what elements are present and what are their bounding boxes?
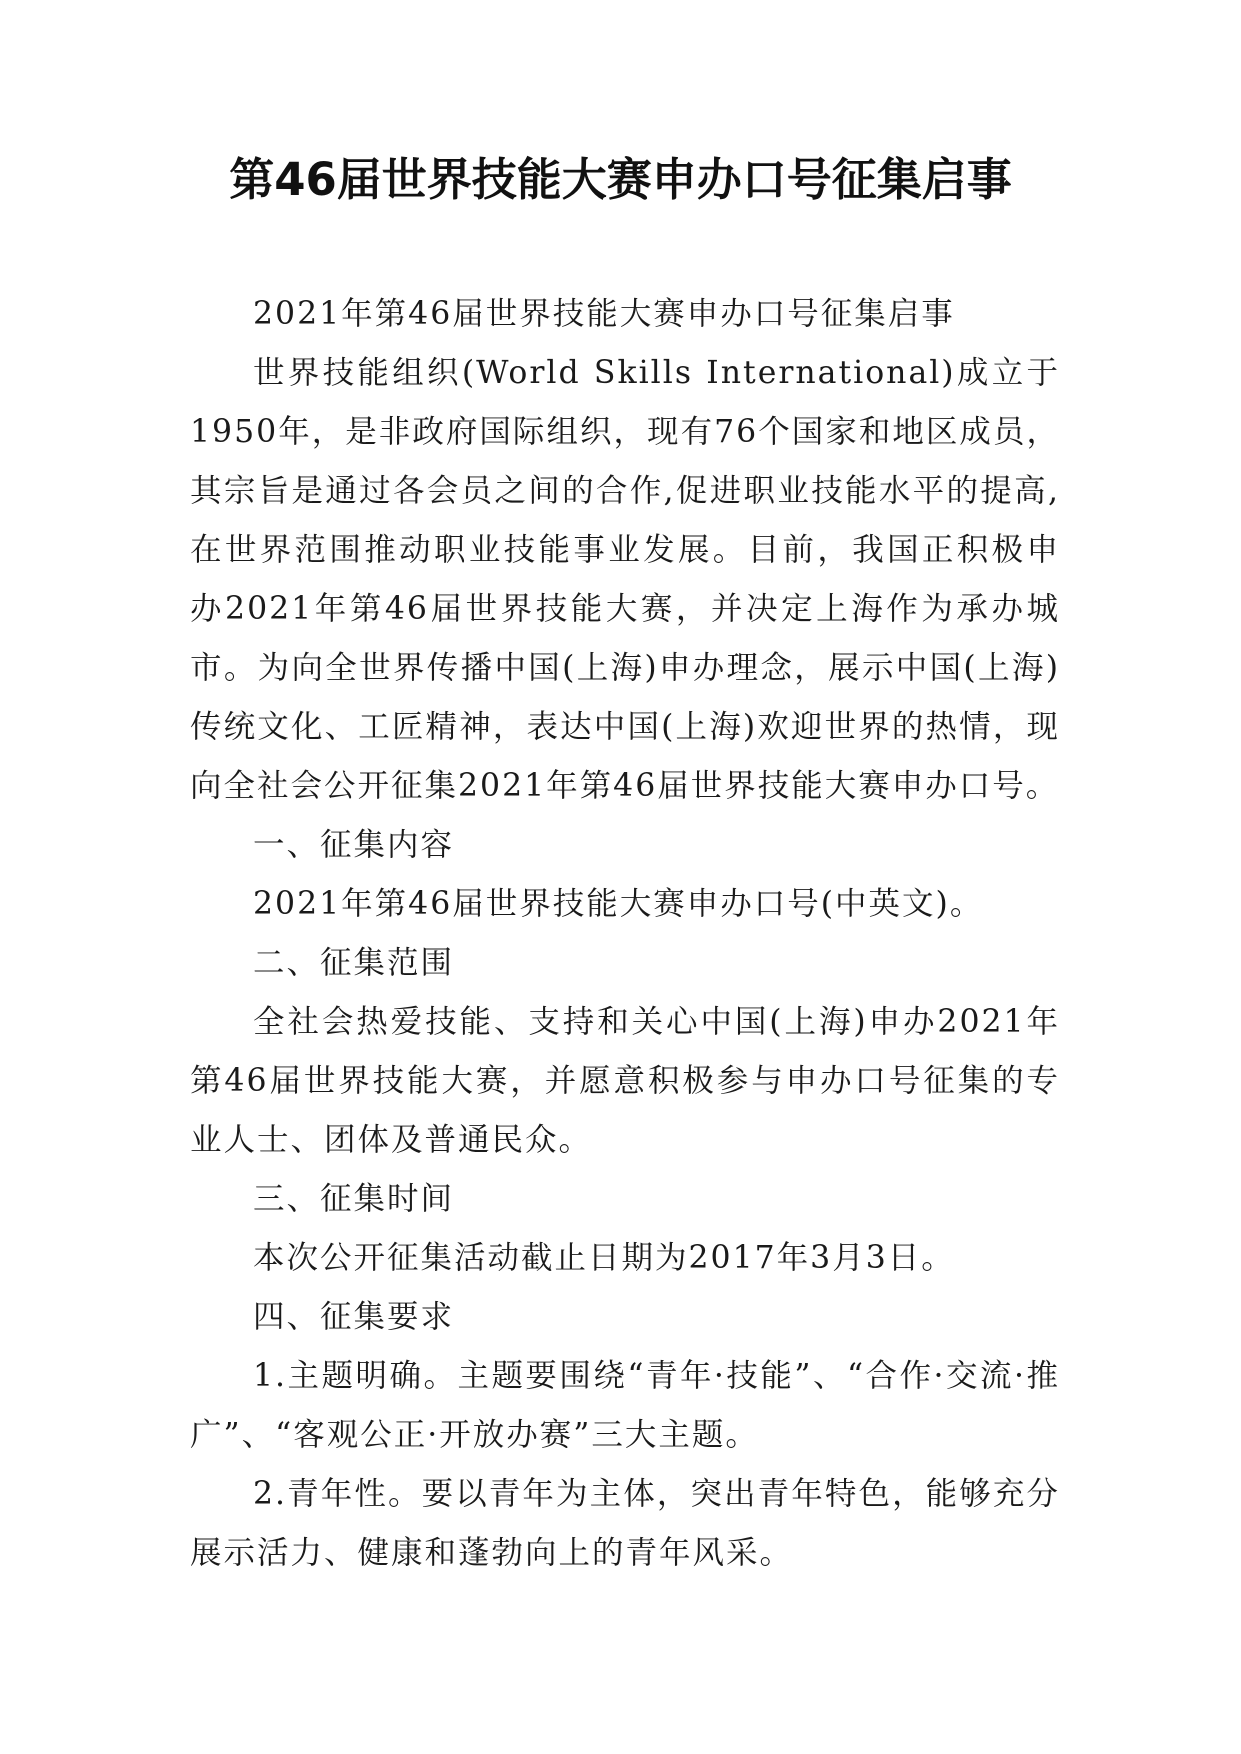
paragraph-content: 2021年第46届世界技能大赛申办口号(中英文)。 xyxy=(253,886,984,922)
paragraph-scope: 全社会热爱技能、支持和关心中国(上海)申办2021年第46届世界技能大赛，并愿意积极参与申办口号征集的专业人士、团体及普通民众。 xyxy=(190,1004,1060,1158)
paragraph-requirement-2: 2.青年性。要以青年为主体，突出青年特色，能够充分展示活力、健康和蓬勃向上的青年风采。 xyxy=(190,1476,1060,1571)
paragraph-intro: 世界技能组织(World Skills International)成立于1950年，是非政府国际组织，现有76个国家和地区成员，其宗旨是通过各会员之间的合作,促进职业技能水平的提高,在世界范围推动职业技能事业发展。目前，我国正积极申办2021年第46届世界技能大赛，并决定上海作为承办城市。为向全世界传播中国(上海)申办理念，展示中国(上海)传统文化、工匠精神，表达中国(上海)欢迎世界的热情，现向全社会公开征集2021年第46届世界技能大赛申办口号。 xyxy=(190,355,1060,804)
paragraph-requirement-1: 1.主题明确。主题要围绕“青年·技能”、“合作·交流·推广”、“客观公正·开放办赛”三大主题。 xyxy=(190,1358,1060,1453)
section-heading-time: 三、征集时间 xyxy=(253,1181,455,1217)
section-heading-requirements: 四、征集要求 xyxy=(253,1299,455,1335)
paragraph-time: 本次公开征集活动截止日期为2017年3月3日。 xyxy=(253,1240,955,1276)
paragraph-subtitle: 2021年第46届世界技能大赛申办口号征集启事 xyxy=(253,296,955,332)
section-heading-content: 一、征集内容 xyxy=(253,827,455,863)
document-body xyxy=(190,285,1060,1583)
section-heading-scope: 二、征集范围 xyxy=(253,945,455,981)
document-title: 第46届世界技能大赛申办口号征集启事 xyxy=(229,153,1012,206)
